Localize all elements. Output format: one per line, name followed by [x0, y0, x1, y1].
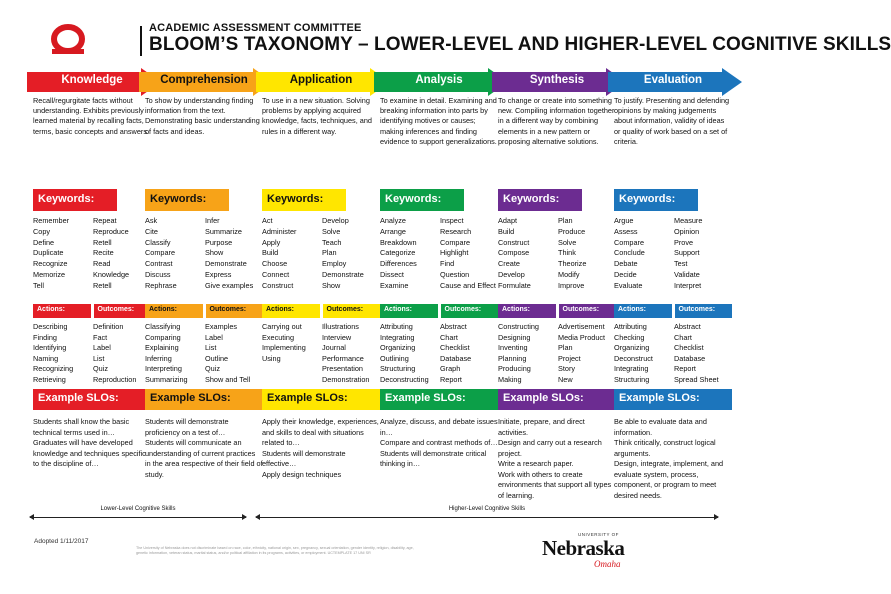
example-slos-label: Example SLOs: [614, 389, 732, 410]
action-item: Inferring [145, 353, 172, 363]
outcome-item: Show and Tell [205, 374, 251, 384]
action-item: Constructing [498, 322, 539, 331]
outcome-item: List [205, 343, 217, 353]
actions-outcomes-header [614, 304, 732, 318]
keyword: Debate [614, 259, 638, 269]
keyword: Argue [614, 216, 634, 225]
outcomes-label: Outcomes: [675, 304, 733, 318]
example-slos-label: Example SLOs: [145, 389, 263, 410]
keyword: Analyze [380, 216, 406, 225]
keyword: Test [674, 259, 688, 269]
keyword: Choose [262, 259, 288, 269]
keyword: Show [205, 248, 224, 258]
university-o-logo-icon [52, 24, 84, 54]
outcomes-label: Outcomes: [323, 304, 381, 318]
level-title: Evaluation [643, 74, 703, 86]
action-item: Planning [498, 353, 527, 363]
action-item [262, 364, 320, 375]
arrow-right-icon [714, 514, 719, 520]
level-description: To change or create into something new. Compiling information together in a different way by combining elements in a new pattern or proposing alternative solutions. [498, 96, 615, 146]
committee-name: ACADEMIC ASSESSMENT COMMITTEE [149, 22, 362, 34]
outcome-item: Outline [205, 353, 229, 363]
actions-outcomes-header [262, 304, 380, 318]
keywords-label: Keywords: [380, 189, 464, 211]
example-slos-text: Apply their knowledge, experiences, and skills to deal with situations related to… Students will demonstrate effective… Apply design techniques [262, 417, 379, 479]
action-item: Attributing [614, 322, 647, 331]
keyword: Measure [674, 216, 703, 225]
lower-level-label: Lower-Level Cognitive Skills [100, 506, 176, 512]
outcome-item: Graph [440, 364, 461, 374]
keyword: Construct [498, 237, 530, 247]
example-slos-label: Example SLOs: [380, 389, 498, 410]
outcomes-label: Outcomes: [441, 304, 499, 318]
keywords-list [33, 216, 151, 292]
keyword: Build [262, 248, 279, 258]
page-header [52, 22, 891, 62]
action-item: Describing [33, 322, 68, 331]
action-item: Deconstruct [614, 353, 653, 363]
actions-outcomes-header [380, 304, 498, 318]
outcome-item: Quiz [93, 364, 109, 374]
keyword: Highlight [440, 248, 469, 258]
keyword: Research [440, 226, 472, 236]
keyword: Plan [322, 248, 337, 258]
keyword: Breakdown [380, 237, 417, 247]
keyword: Opinion [674, 226, 700, 236]
nondiscrimination-notice: The University of Nebraska does not discriminate based on race, color, ethnicity, national origin, sex, pregnancy, sexual orientation, gender identity, religion, disability, age, genetic information, veteran status, marital status, and/or political affiliation in its programs, activities, or employment. UCTEMPLATE 17 UNI SR [136, 546, 414, 556]
outcome-item: Database [674, 353, 706, 363]
keyword: Connect [262, 269, 290, 279]
keyword: Cite [145, 226, 158, 236]
actions-outcomes-list [262, 322, 380, 386]
outcome-item: Checklist [440, 343, 470, 353]
keyword: Teach [322, 237, 342, 247]
action-item: Organizing [614, 343, 650, 353]
keyword: Compare [614, 237, 645, 247]
keyword: Find [440, 259, 455, 269]
outcome-item: Interview [322, 332, 352, 342]
keyword: Differences [380, 259, 417, 269]
keyword: Act [262, 216, 273, 225]
keywords-label: Keywords: [498, 189, 582, 211]
actions-outcomes-header [498, 304, 616, 318]
keyword: Compose [498, 248, 530, 258]
actions-label: Actions: [262, 304, 320, 318]
keyword: Retell [93, 237, 112, 247]
keyword: Purpose [205, 237, 233, 247]
actions-outcomes-list [614, 322, 732, 386]
action-item: Recognizing [33, 364, 74, 374]
outcome-item: Plan [558, 343, 573, 353]
keyword: Evaluate [614, 280, 643, 290]
example-slos-text: Analyze, discuss, and debate issues in… Compare and contrast methods of… Students will demonstrate critical thinking in… [380, 417, 498, 468]
outcome-item: Story [558, 364, 576, 374]
keywords-label: Keywords: [145, 189, 229, 211]
keyword: Infer [205, 216, 220, 225]
keyword: Decide [614, 269, 637, 279]
action-item: Designing [498, 332, 531, 342]
action-item: Outlining [380, 353, 409, 363]
keyword: Arrange [380, 226, 406, 236]
action-item: Explaining [145, 343, 179, 353]
action-item: Using [262, 353, 281, 363]
action-item: Organizing [380, 343, 416, 353]
keyword: Solve [558, 237, 577, 247]
outcome-item: Abstract [440, 322, 467, 331]
action-item: Checking [614, 332, 645, 342]
action-item: Interpreting [145, 364, 182, 374]
keyword: Demonstrate [322, 269, 364, 279]
keyword: Categorize [380, 248, 416, 258]
action-item: Retrieving [33, 374, 66, 384]
actions-outcomes-list [33, 322, 151, 386]
level-description: To justify. Presenting and defending opinions by making judgements about information, validity of ideas or quality of work based on a set of criteria. [614, 96, 730, 146]
action-item: Integrating [614, 364, 649, 374]
keyword: Contrast [145, 259, 173, 269]
level-description: To examine in detail. Examining and breaking information into parts by identifying motives or causes; making inferences and finding evidence to support generalizations. [380, 96, 497, 146]
action-item: Classifying [145, 322, 181, 331]
logo-nebraska-text: Nebraska [542, 536, 625, 560]
example-slos-label: Example SLOs: [33, 389, 151, 410]
outcome-item: Fact [93, 332, 108, 342]
keyword: Memorize [33, 269, 66, 279]
keywords-label: Keywords: [262, 189, 346, 211]
unl-logo [540, 532, 650, 570]
action-item [262, 375, 320, 386]
keyword: Formulate [498, 280, 531, 290]
keyword: Define [33, 237, 55, 247]
outcome-item: Label [205, 332, 223, 342]
outcome-item: Quiz [205, 364, 221, 374]
keyword: Recognize [33, 259, 68, 269]
keyword: Give examples [205, 280, 254, 290]
action-item: Attributing [380, 322, 413, 331]
keyword: Read [93, 259, 111, 269]
outcome-item: Media Product [558, 332, 606, 342]
keyword: Prove [674, 237, 694, 247]
keywords-label: Keywords: [614, 189, 698, 211]
outcome-item: Illustrations [322, 322, 359, 331]
action-item: Inventing [498, 343, 528, 353]
actions-label: Actions: [145, 304, 203, 318]
keyword: Examine [380, 280, 409, 290]
outcome-item: Performance [322, 353, 364, 363]
keyword: Solve [322, 226, 341, 236]
arrow-left-icon [255, 514, 260, 520]
keyword: Duplicate [33, 248, 64, 258]
range-line [30, 517, 246, 518]
example-slos-text: Be able to evaluate data and information. Think critically, construct logical arguments. Design, integrate, implement, and evaluate system, process, component, or program to meet desired needs. [614, 417, 724, 500]
outcomes-label: Outcomes: [206, 304, 264, 318]
level-title: Synthesis [529, 74, 585, 86]
keyword: Build [498, 226, 515, 236]
keywords-list [262, 216, 380, 292]
outcomes-label: Outcomes: [559, 304, 617, 318]
keyword: Validate [674, 269, 700, 279]
keyword: Knowledge [93, 269, 130, 279]
keyword: Discuss [145, 269, 171, 279]
outcome-item: Journal [322, 343, 346, 353]
higher-level-range [256, 506, 718, 520]
example-slos-text: Students shall know the basic technical terms used in… Graduates will have developed knowledge and techniques specific to the discipline of… [33, 417, 146, 468]
outcome-item: New [558, 374, 573, 384]
actions-label: Actions: [614, 304, 672, 318]
keyword: Adapt [498, 216, 518, 225]
level-title: Comprehension [160, 74, 248, 86]
action-item: Summarizing [145, 374, 188, 384]
action-item: Integrating [380, 332, 415, 342]
example-slos-label: Example SLOs: [498, 389, 616, 410]
action-item: Naming [33, 353, 59, 363]
keyword: Develop [498, 269, 525, 279]
keywords-list [380, 216, 498, 292]
keyword: Plan [558, 216, 573, 225]
higher-level-label: Higher-Level Cognitive Skills [448, 506, 526, 512]
keyword: Ask [145, 216, 158, 225]
action-item: Carrying out [262, 322, 302, 331]
keywords-label: Keywords: [33, 189, 117, 211]
keyword: Repeat [93, 216, 117, 225]
keyword: Retell [93, 280, 112, 290]
keyword: Interpret [674, 280, 702, 290]
action-item: Producing [498, 364, 531, 374]
outcome-item: Definition [93, 322, 124, 331]
keyword: Inspect [440, 216, 464, 225]
keyword: Improve [558, 280, 585, 290]
outcome-item: Report [440, 374, 462, 384]
keyword: Copy [33, 226, 51, 236]
keyword: Think [558, 248, 576, 258]
keyword: Show [322, 280, 341, 290]
keyword: Support [674, 248, 700, 258]
actions-label: Actions: [33, 304, 91, 318]
actions-outcomes-list [145, 322, 263, 386]
page-title: BLOOM’S TAXONOMY – LOWER-LEVEL AND HIGHER-LEVEL COGNITIVE SKILLS [149, 34, 891, 55]
keyword: Construct [262, 280, 294, 290]
actions-outcomes-header [145, 304, 263, 318]
keyword: Administer [262, 226, 297, 236]
outcome-item: Label [93, 343, 111, 353]
keywords-list [498, 216, 616, 292]
arrow-right-icon [242, 514, 247, 520]
level-description: To show by understanding finding information from the text. Demonstrating basic understanding of facts and ideas. [145, 96, 260, 136]
keyword: Dissect [380, 269, 404, 279]
action-item: Identifying [33, 343, 67, 353]
level-title: Application [289, 74, 353, 86]
keyword: Modify [558, 269, 580, 279]
level-description: Recall/regurgitate facts without understanding. Exhibits previously learned material by recalling facts, terms, basic concepts and answers. [33, 96, 149, 136]
keyword: Classify [145, 237, 171, 247]
keyword: Compare [440, 237, 471, 247]
example-slos-text: Initiate, prepare, and direct activities. Design and carry out a research project. Write a research paper. Work with others to create environments that support all types of learning. [498, 417, 612, 500]
level-description: To use in a new situation. Solving problems by applying acquired knowledge, facts, techniques, and rules in a different way. [262, 96, 372, 136]
actions-outcomes-list [380, 322, 498, 386]
keyword: Reproduce [93, 226, 129, 236]
action-item: Structuring [614, 374, 650, 384]
lower-level-range [30, 506, 246, 520]
actions-outcomes-header [33, 304, 151, 318]
keyword: Express [205, 269, 232, 279]
outcome-item: Demonstration [322, 374, 370, 384]
keyword: Rephrase [145, 280, 177, 290]
keyword: Produce [558, 226, 586, 236]
keyword: Recite [93, 248, 114, 258]
keyword: Question [440, 269, 470, 279]
keyword: Remember [33, 216, 70, 225]
logo-omaha-text: Omaha [594, 559, 621, 569]
actions-label: Actions: [380, 304, 438, 318]
outcome-item: Abstract [674, 322, 701, 331]
example-slos-label: Example SLOs: [262, 389, 380, 410]
keyword: Assess [614, 226, 638, 236]
outcome-item: Spread Sheet [674, 374, 719, 384]
keywords-list [614, 216, 732, 292]
outcome-item: Reproduction [93, 374, 137, 384]
action-item: Structuring [380, 364, 416, 374]
action-item: Implementing [262, 343, 306, 353]
outcomes-label: Outcomes: [94, 304, 152, 318]
outcome-item: Database [440, 353, 472, 363]
keyword: Cause and Effect [440, 280, 496, 290]
action-item: Making [498, 374, 522, 384]
outcome-item: List [93, 353, 105, 363]
action-item: Deconstructing [380, 374, 429, 384]
action-item: Finding [33, 332, 57, 342]
keyword: Create [498, 259, 520, 269]
action-item: Comparing [145, 332, 181, 342]
outcome-item: Checklist [674, 343, 704, 353]
keyword: Demonstrate [205, 259, 247, 269]
actions-label: Actions: [498, 304, 556, 318]
keyword: Apply [262, 237, 281, 247]
keyword: Conclude [614, 248, 645, 258]
outcome-item: Report [674, 364, 696, 374]
actions-outcomes-list [498, 322, 616, 386]
arrow-left-icon [29, 514, 34, 520]
keywords-list [145, 216, 263, 292]
level-title: Knowledge [61, 74, 123, 86]
adopted-date: Adopted 1/11/2017 [34, 538, 89, 545]
outcome-item: Project [558, 353, 581, 363]
outcome-item: Examples [205, 322, 238, 331]
action-item: Executing [262, 332, 295, 342]
level-title: Analysis [415, 74, 463, 86]
keyword: Tell [33, 280, 44, 290]
logo-university-text: UNIVERSITY OF [578, 532, 619, 537]
outcome-item: Presentation [322, 364, 363, 374]
keyword: Compare [145, 248, 176, 258]
keyword: Develop [322, 216, 349, 225]
keyword: Theorize [558, 259, 587, 269]
range-line [256, 517, 718, 518]
header-divider [140, 26, 142, 56]
outcome-item: Advertisement [558, 322, 605, 331]
keyword: Employ [322, 259, 347, 269]
keyword: Summarize [205, 226, 242, 236]
outcome-item: Chart [674, 332, 692, 342]
outcome-item: Chart [440, 332, 458, 342]
example-slos-text: Students will demonstrate proficiency on a test of… Students will communicate an understanding of current practices in the area respective of their field of study. [145, 417, 263, 479]
